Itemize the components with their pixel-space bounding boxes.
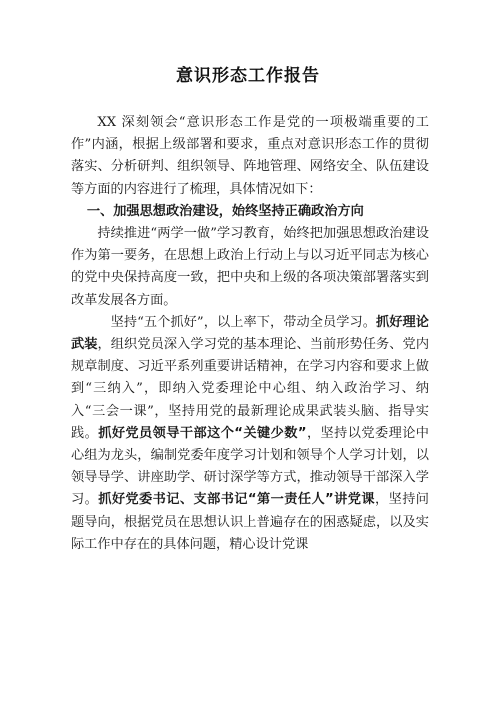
first-responsible-text: ，坚持问题导向，根据党员在思想认识上普遍存在的困惑疑虑，以及实际工作中存在的具体问题，精心设计党课 — [71, 492, 429, 552]
bold-theory-armament: 抓好理论武装 — [71, 314, 429, 353]
bold-key-minority: 抓好党员领导干部这个“关键少数” — [98, 425, 307, 441]
paragraph-five-focus — [71, 312, 429, 556]
bold-first-responsible: 抓好党委书记、支部书记“第一责任人”讲党课 — [98, 492, 375, 508]
paragraph-study-education: 持续推进“两学一做”学习教育，始终把加强思想政治建设作为第一要务，在思想上政治上行动上与以习近平同志为核心的党中央保持高度一致，把中央和上级的各项决策部署落实到改革发展各方面。 — [71, 226, 429, 308]
key-minority-text: ，坚持以党委理论中心组为龙头，编制党委年度学习计划和领导个人学习计划，以领导导学、讲座助学、研讨深学等方式，推动领导干部深入学习。 — [71, 425, 429, 508]
document-body — [71, 112, 429, 556]
theory-armament-text: ，组织党员深入学习党的基本理论、当前形势任务、党内规章制度、习近平系列重要讲话精神，在学习内容和要求上做到“三纳入”，即纳入党委理论中心组、纳入政治学习、纳入“三会一课”，坚持用党的最新理论成果武装头脑、指导实践。 — [71, 337, 430, 441]
intro-paragraph: XX 深刻领会“意识形态工作是党的一项极端重要的工作”内涵，根据上级部署和要求，重点对意识形态工作的贯彻落实、分析研判、组织领导、阵地管理、网络安全、队伍建设等方面的内容进行了梳理，具体情况如下： — [71, 115, 429, 197]
five-focus-lead: 坚持“五个抓好”，以上率下，带动全员学习。 — [110, 314, 377, 330]
section-heading: 一、加强思想政治建设，始终坚持正确政治方向 — [86, 203, 364, 219]
document-title: 意识形态工作报告 — [176, 66, 320, 86]
